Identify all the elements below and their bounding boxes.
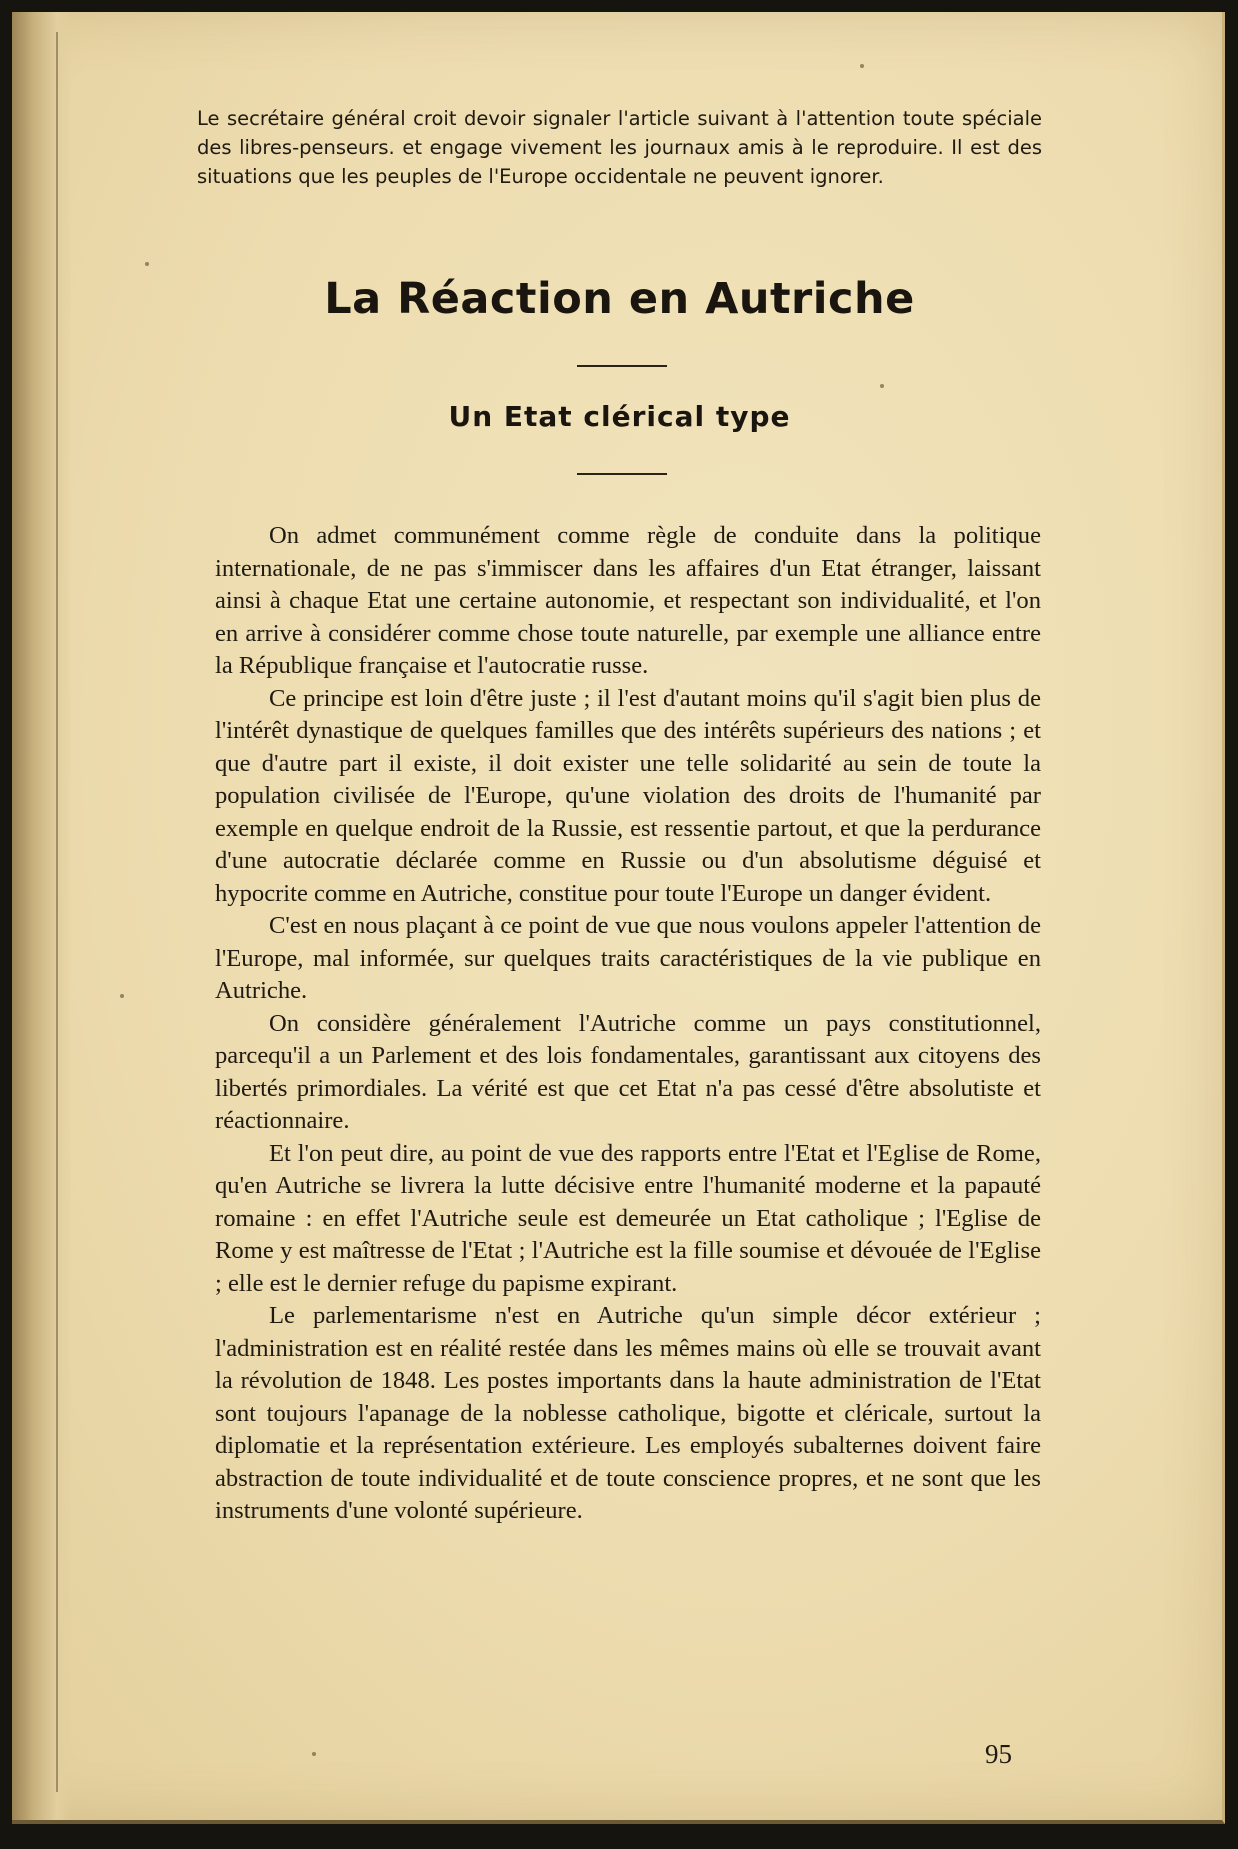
paper-speck [120, 994, 124, 998]
title-divider-top [577, 365, 667, 367]
binding-edge-line [56, 32, 58, 1792]
body-paragraph: Le parlementarisme n'est en Autriche qu'un simple décor extérieur ; l'administration est en réalité restée dans les mêmes mains où elle se trouvait avant la révolution de 1848. Les postes importants dans la haute administration de l'Etat sont toujours l'apanage de la noblesse catholique, bigotte et cléricale, surtout la diplomatie et la représentation extérieure. Les employés subalternes doivent faire abstraction de toute individualité et de toute conscience propres, et ne sont que les instruments d'une volonté supérieure. [215, 1302, 1041, 1524]
article-title: La Réaction en Autriche [324, 274, 915, 324]
body-paragraph: C'est en nous plaçant à ce point de vue que nous voulons appeler l'attention de l'Europe, mal informée, sur quelques traits caractéristiques de la vie publique en Autriche. [215, 912, 1041, 1004]
page-number: 95 [985, 1739, 1012, 1769]
body-paragraph: On admet communément comme règle de conduite dans la politique internationale, de ne pas s'immiscer dans les affaires d'un Etat étranger, laissant ainsi à chaque Etat une certaine autonomie, et respectant son individualité, et l'on en arrive à considérer comme chose toute naturelle, par exemple une alliance entre la République française et l'autocratie russe. [215, 522, 1041, 679]
body-paragraph: Et l'on peut dire, au point de vue des rapports entre l'Etat et l'Eglise de Rome, qu'en Autriche se livrera la lutte décisive entre l'humanité moderne et la papauté romaine : en effet l'Autriche seule est demeurée un Etat catholique ; l'Eglise de Rome y est maîtresse de l'Etat ; l'Autriche est la fille soumise et dévouée de l'Eglise ; elle est le dernier refuge du papisme expirant. [215, 1139, 1041, 1297]
paper-speck [880, 384, 884, 388]
intro-note: Le secrétaire général croit devoir signaler l'article suivant à l'attention toute spéciale des libres-penseurs. et engage vivement les journaux amis à le reproduire. Il est des situations que les peuples de l'Europe occidentale ne peuvent ignorer. [197, 107, 1042, 188]
binding-gutter [12, 12, 72, 1820]
book-page [12, 12, 1225, 1824]
article-subtitle: Un Etat clérical type [448, 400, 791, 433]
body-paragraph: Ce principe est loin d'être juste ; il l'est d'autant moins qu'il s'agit bien plus de l'intérêt dynastique de quelques familles que des intérêts supérieurs des nations ; et que d'autre part il existe, il doit exister une telle solidarité au sein de toute la population civilisée de l'Europe, qu'une violation des droits de l'humanité par exemple en quelque endroit de la Russie, est ressentie partout, et que la perdurance d'une autocratie déclarée comme en Russie ou d'un absolutisme déguisé et hypocrite comme en Autriche, constitue pour toute l'Europe un danger évident. [215, 684, 1041, 907]
paper-speck [860, 64, 864, 68]
article-body [215, 520, 1041, 1528]
paper-speck [145, 262, 149, 266]
body-paragraph: On considère généralement l'Autriche comme un pays constitutionnel, parcequ'il a un Parlement et des lois fondamentales, garantissant aux citoyens des libertés primordiales. La vérité est que cet Etat n'a pas cessé d'être absolutiste et réactionnaire. [215, 1009, 1041, 1134]
paper-speck [312, 1752, 316, 1756]
title-divider-bottom [577, 473, 667, 475]
